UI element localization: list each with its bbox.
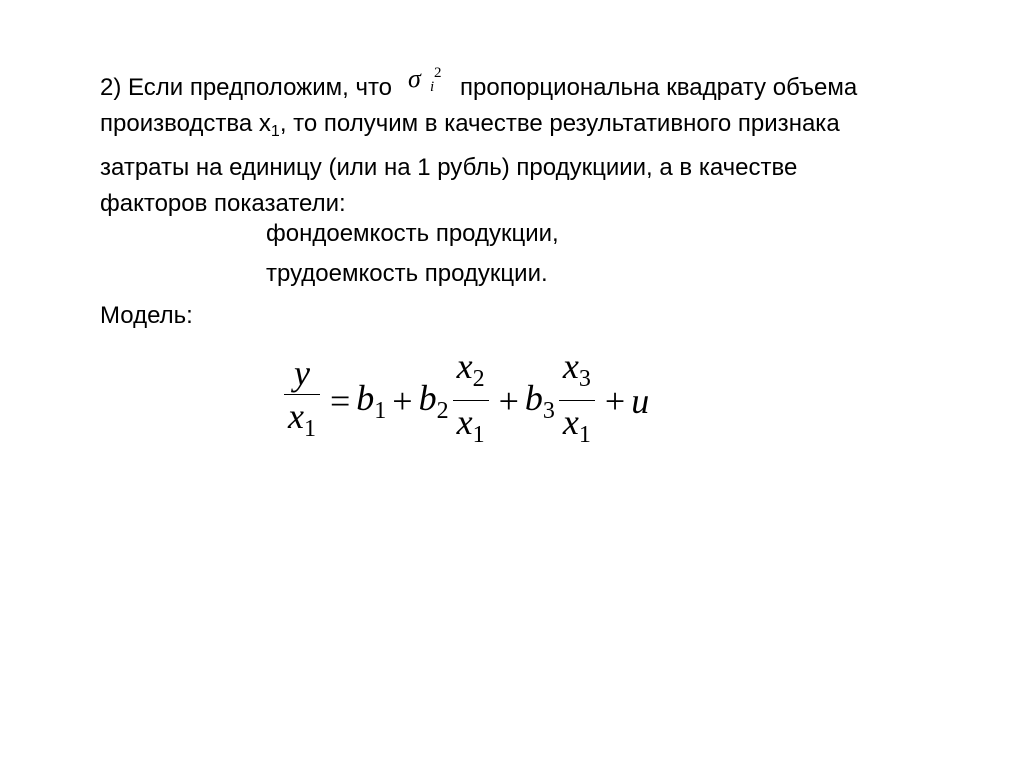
coefficient-b2 (419, 377, 449, 425)
line1-start-text: 2) Если предположим, что (100, 74, 393, 101)
variable-index: 3 (578, 366, 591, 392)
main-paragraph (100, 64, 990, 222)
variable-b: b (356, 377, 375, 418)
fraction-denominator (284, 395, 320, 450)
sigma-subscript: i (430, 79, 435, 95)
variable-x: x (562, 346, 579, 386)
coefficient-b1 (356, 377, 386, 425)
variable-x: x (456, 402, 473, 442)
variable-x: x (288, 395, 304, 436)
paragraph-line-1 (100, 64, 990, 106)
sigma-squared-symbol (408, 64, 450, 95)
variable-b: b (524, 377, 543, 418)
plus-sign: + (498, 380, 519, 421)
variable-index: 1 (303, 415, 316, 442)
factor-item-labor-intensity: трудоемкость продукции. (266, 260, 548, 287)
variable-index: 1 (374, 397, 387, 424)
paragraph-line-2 (100, 106, 990, 150)
model-formula (280, 345, 649, 456)
variable-index: 3 (542, 397, 555, 424)
variable-index: 2 (472, 366, 485, 392)
line2-end-text: , то получим в качестве результативного признака (279, 110, 840, 137)
fraction-numerator (559, 345, 595, 400)
fraction-x2-over-x1 (453, 345, 489, 456)
paragraph-line-3: затраты на единицу (или на 1 рубль) продукциии, а в качестве (100, 154, 798, 181)
factor-item-capital-intensity: фондоемкость продукции, (266, 220, 559, 247)
fraction-denominator (453, 401, 489, 456)
variable-index: 2 (436, 397, 449, 424)
fraction-numerator: y (294, 352, 310, 393)
variable-index: 1 (578, 422, 591, 448)
x1-subscript: 1 (270, 123, 280, 140)
model-label: Модель: (100, 302, 193, 329)
line1-end-text: пропорциональна квадрату объема (460, 74, 858, 101)
error-term-u: u (631, 380, 650, 421)
equals-sign: = (329, 380, 351, 421)
sigma-glyph: σ (408, 64, 421, 93)
fraction-y-over-x1 (284, 352, 320, 450)
variable-x: x (456, 346, 473, 386)
sigma-superscript: 2 (434, 65, 442, 81)
fraction-denominator (559, 401, 595, 456)
variable-x: x (562, 402, 579, 442)
variable-index: 1 (472, 422, 485, 448)
plus-sign: + (604, 380, 626, 421)
paragraph-line-4: факторов показатели: (100, 190, 346, 217)
fraction-numerator (453, 345, 489, 400)
variable-b: b (418, 377, 437, 418)
plus-sign: + (392, 380, 413, 421)
coefficient-b3 (525, 377, 555, 425)
fraction-x3-over-x1 (559, 345, 595, 456)
line2-start-text: производства х (100, 110, 271, 137)
